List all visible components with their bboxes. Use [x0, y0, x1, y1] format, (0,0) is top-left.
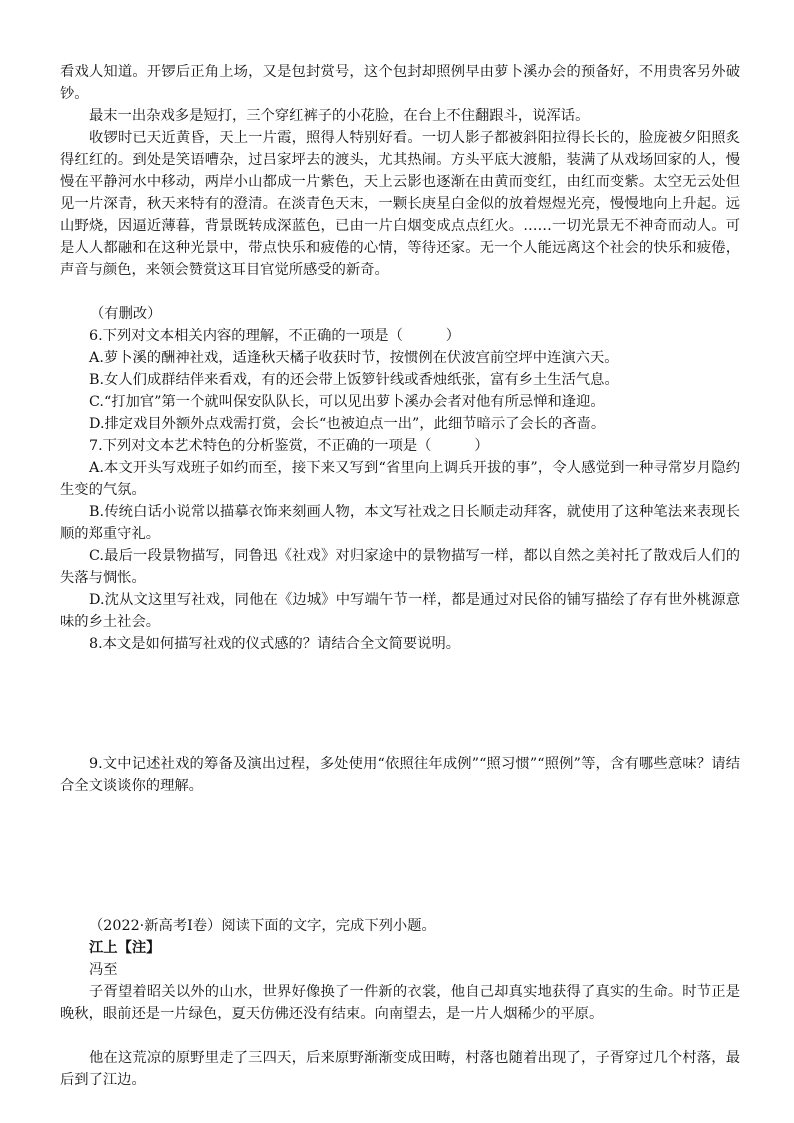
question-7-option-a: A.本文开头写戏班子如约而至，接下来又写到“省里向上调兵开拔的事”，令人感觉到一种寻常岁月隐约生变的气氛。	[60, 460, 740, 498]
question-6-option-d: D.排定戏目外额外点戏需打赏，会长“也被迫点一出”，此细节暗示了会长的吝啬。	[89, 416, 606, 432]
question-6-option-b: B.女人们成群结伴来看戏，有的还会带上饭箩针线或香烛纸张，富有乡土生活气息。	[89, 372, 619, 388]
question-8: 8.本文是如何描写社戏的仪式感的？请结合全文简要说明。	[89, 636, 461, 652]
passage-paragraph: 最末一出杂戏多是短打，三个穿红裤子的小花脸，在台上不住翻跟斗，说浑话。	[89, 108, 590, 124]
question-7-option-c: C.最后一段景物描写，同鲁迅《社戏》对归家途中的景物描写一样，都以自然之美衬托了散戏后人们的失落与惆怅。	[60, 548, 740, 586]
passage-title: 江上【注】	[89, 940, 161, 956]
question-6: 6.下列对文本相关内容的理解，不正确的一项是（ ）	[89, 328, 461, 344]
question-7-option-d: D.沈从文这里写社戏，同他在《边城》中写端午节一样，都是通过对民俗的铺写描绘了存有世外桃源意味的乡土社会。	[60, 592, 740, 630]
passage-paragraph: 他在这荒凉的原野里走了三四天，后来原野渐渐变成田畴，村落也随着出现了，子胥穿过几个村落，最后到了江边。	[60, 1050, 740, 1088]
question-6-option-c: C.“打加官”第一个就叫保安队队长，可以见出萝卜溪办会者对他有所忌惮和逢迎。	[89, 394, 605, 410]
passage-author: 冯至	[89, 962, 118, 978]
passage-paragraph-scenery: 收锣时已天近黄昏，天上一片霞，照得人特别好看。一切人影子都被斜阳拉得长长的，脸庞被夕阳照炙得红红的。到处是笑语嘈杂，过吕家坪去的渡头，尤其热闹。方头平底大渡船，装满了从戏场回家的人，慢慢在平静河水中移动，两岸小山都成一片紫色，天上云影也逐渐在由黄而变红，由红而变紫。太空无云处但见一片深青，秋天来特有的澄清。在淡青色天末，一颗长庚星白金似的放着煜煜光亮，慢慢地向上升起。远山野烧，因逼近薄暮，背景既转成深蓝色，已由一片白烟变成点点红火。……一切光景无不神奇而动人。可是人人都融和在这种光景中，带点快乐和疲倦的心情，等待还家。无一个人能远离这个社会的快乐和疲倦，声音与颜色，来领会赞赏这耳目官觉所感受的新奇。	[60, 130, 740, 278]
question-7-option-b: B.传统白话小说常以描摹衣饰来刻画人物，本文写社戏之日长顺走动拜客，就使用了这种笔法来表现长顺的郑重守礼。	[60, 504, 740, 542]
question-9: 9.文中记述社戏的筹备及演出过程，多处使用“依照往年成例”“照习惯”“照例”等，含有哪些意味？请结合全文谈谈你的理解。	[60, 756, 740, 794]
passage-paragraph: 子胥望着昭关以外的山水，世界好像换了一件新的衣裳，他自己却真实地获得了真实的生命。时节正是晚秋，眼前还是一片绿色，夏天仿佛还没有结束。向南望去，是一片人烟稀少的平原。	[60, 984, 740, 1022]
passage-source: （2022·新高考Ⅰ卷）阅读下面的文字，完成下列小题。	[89, 918, 436, 934]
question-7: 7.下列对文本艺术特色的分析鉴赏，不正确的一项是（ ）	[89, 438, 489, 454]
question-6-option-a: A.萝卜溪的酬神社戏，适逢秋天橘子收获时节，按惯例在伏波宫前空坪中连演六天。	[89, 350, 619, 366]
passage-paragraph-continued: 看戏人知道。开锣后正角上场，又是包封赏号，这个包封却照例早由萝卜溪办会的预备好，不用贵客另外破钞。	[60, 64, 740, 102]
edit-note: （有删改）	[90, 306, 162, 322]
